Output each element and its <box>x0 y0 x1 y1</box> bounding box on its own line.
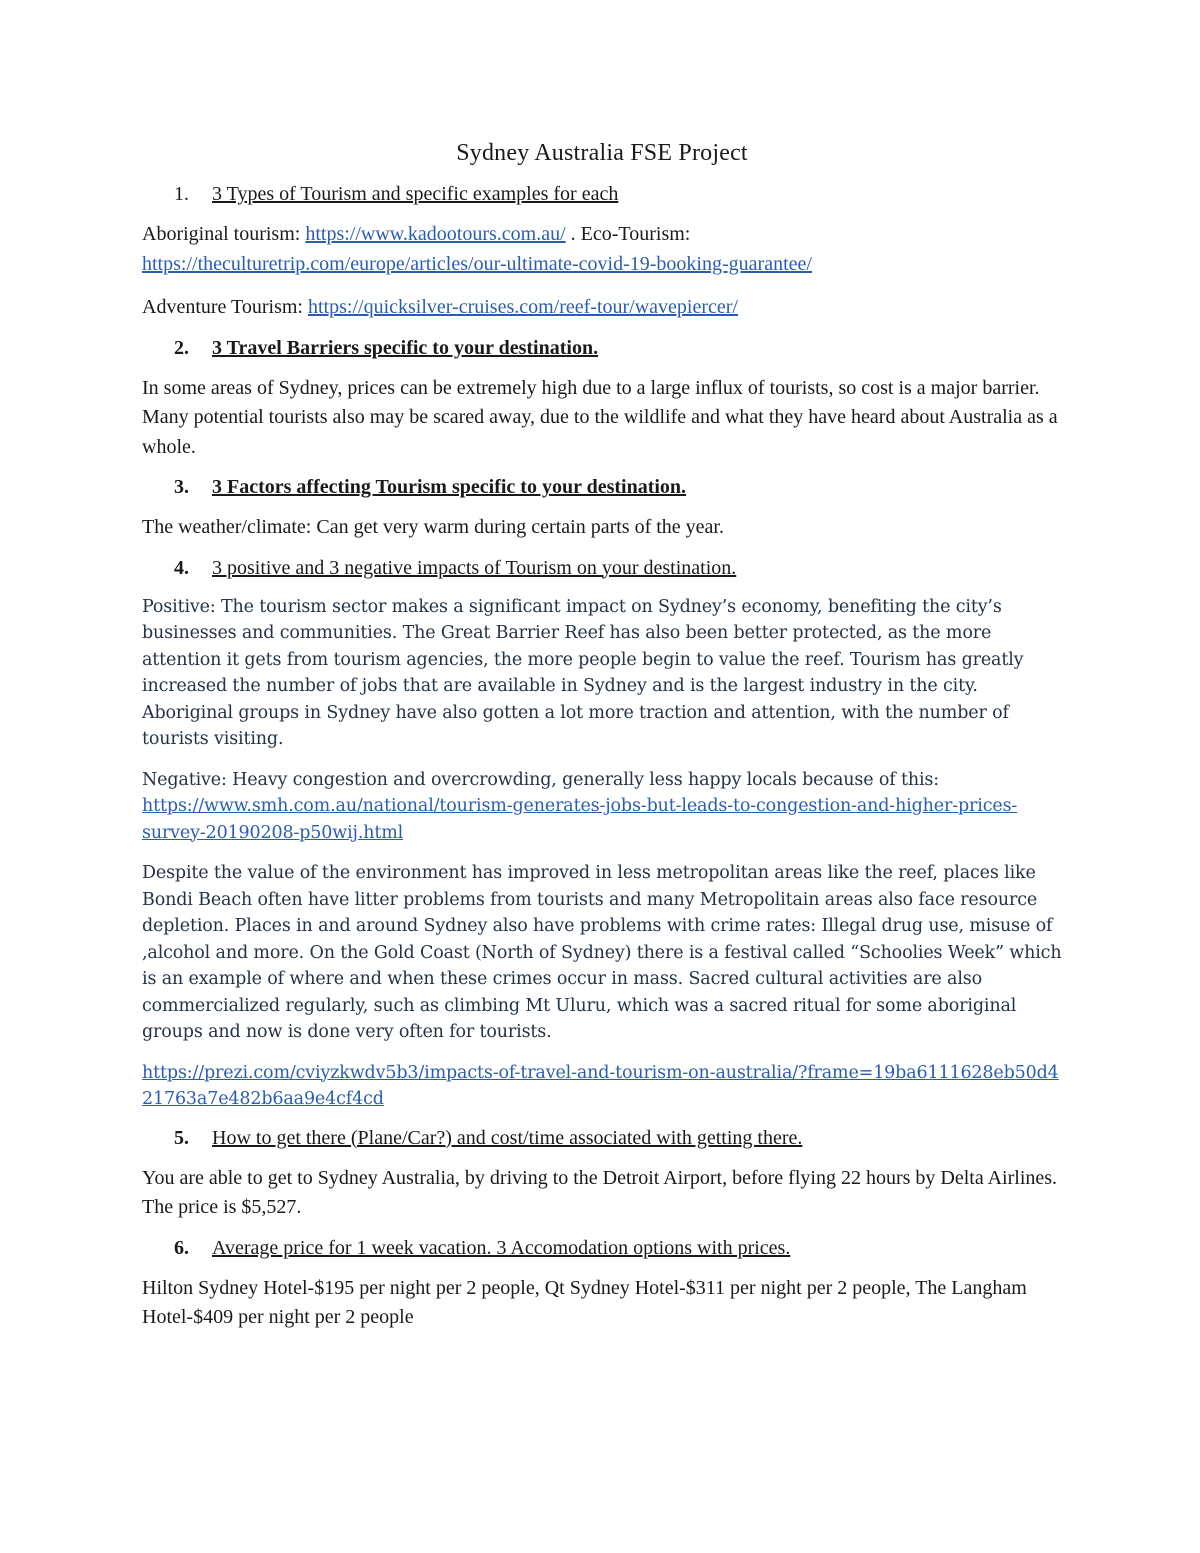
quicksilver-link[interactable]: https://quicksilver-cruises.com/reef-tour/wavepiercer/ <box>308 296 738 318</box>
section-4-heading <box>142 557 1062 580</box>
section-3-heading <box>142 476 1062 499</box>
section-2-heading <box>142 337 1062 360</box>
adventure-tourism-label: Adventure Tourism: <box>142 296 308 318</box>
culturetrip-link[interactable]: https://theculturetrip.com/europe/articles/our-ultimate-covid-19-booking-guarantee/ <box>142 252 812 275</box>
section-5-heading <box>142 1127 1062 1150</box>
section-1-title: 3 Types of Tourism and specific examples for each <box>212 183 619 205</box>
section-1-number: 1. <box>174 183 189 205</box>
kadootours-link[interactable]: https://www.kadootours.com.au/ <box>305 223 566 245</box>
section-3-paragraph: The weather/climate: Can get very warm during certain parts of the year. <box>142 516 724 538</box>
negative-impacts-text: Negative: Heavy congestion and overcrowding, generally less happy locals because of this: <box>142 769 939 790</box>
section-5-number: 5. <box>174 1126 189 1149</box>
section-6-number: 6. <box>174 1236 189 1259</box>
section-4-number: 4. <box>174 556 189 579</box>
document-title: Sydney Australia FSE Project <box>456 140 748 166</box>
section-3-title: 3 Factors affecting Tourism specific to your destination. <box>212 476 687 498</box>
section-3-number: 3. <box>174 476 189 498</box>
prezi-paragraph <box>142 1060 1062 1113</box>
section-2-title: 3 Travel Barriers specific to your destination. <box>212 336 599 359</box>
despite-paragraph: Despite the value of the environment has improved in less metropolitan areas like the reef, places like Bondi Beach often have litter problems from tourists and many Metropolitain areas also face resource depletion. Places in and around Sydney also have problems with crime rates: Illegal drug use, misuse of ,alcohol and more. On the Gold Coast (North of Sydney) there is a festival called “Schoolies Week” which is an example of where and when these crimes occur in mass. Sacred cultural activities are also commercialized regularly, such as climbing Mt Uluru, which was a sacred ritual for some aboriginal groups and now is done very often for tourists. <box>142 863 1062 1042</box>
section-2-number: 2. <box>174 336 189 359</box>
positive-impacts-paragraph: Positive: The tourism sector makes a significant impact on Sydney’s economy, benefiting the city’s businesses and communities. The Great Barrier Reef has also been better protected, as the more attention it gets from tourism agencies, the more people begin to value the reef. Tourism has greatly increased the number of jobs that are available in Sydney and is the largest industry in the city. Aboriginal groups in Sydney have also gotten a lot more traction and attention, with the number of tourists visiting. <box>142 596 1024 749</box>
section-6-heading <box>142 1237 1062 1260</box>
negative-impacts-paragraph <box>142 767 1062 847</box>
document-page <box>142 140 1062 1347</box>
section-5-title: How to get there (Plane/Car?) and cost/time associated with getting there. <box>212 1126 803 1149</box>
eco-tourism-label: . Eco-Tourism: <box>565 223 691 245</box>
section-1-heading <box>142 183 1062 206</box>
aboriginal-tourism-label: Aboriginal tourism: <box>142 223 306 245</box>
section-2-paragraph: In some areas of Sydney, prices can be extremely high due to a large influx of tourists, so cost is a major barrier. Many potential tourists also may be scared away, due to the wildlife and what they have heard about Australia as a whole. <box>142 376 1058 458</box>
section-1-types-paragraph <box>142 220 1062 279</box>
section-4-title: 3 positive and 3 negative impacts of Tourism on your destination. <box>212 556 737 579</box>
section-6-paragraph: Hilton Sydney Hotel-$195 per night per 2 people, Qt Sydney Hotel-$311 per night per 2 people, The Langham Hotel-$409 per night per 2 people <box>142 1276 1027 1328</box>
prezi-link[interactable]: https://prezi.com/cviyzkwdv5b3/impacts-of-travel-and-tourism-on-australia/?frame=19ba6111628eb50d421763a7e482b6aa9e4cf4cd <box>142 1062 1059 1109</box>
smh-link[interactable]: https://www.smh.com.au/national/tourism-generates-jobs-but-leads-to-congestion-and-higher-prices-survey-20190208-p50wij.html <box>142 796 1018 843</box>
section-6-title: Average price for 1 week vacation. 3 Accomodation options with prices. <box>212 1236 791 1259</box>
adventure-tourism-paragraph <box>142 293 1062 323</box>
section-5-paragraph: You are able to get to Sydney Australia, by driving to the Detroit Airport, before flying 22 hours by Delta Airlines. The price is $5,527. <box>142 1166 1058 1218</box>
